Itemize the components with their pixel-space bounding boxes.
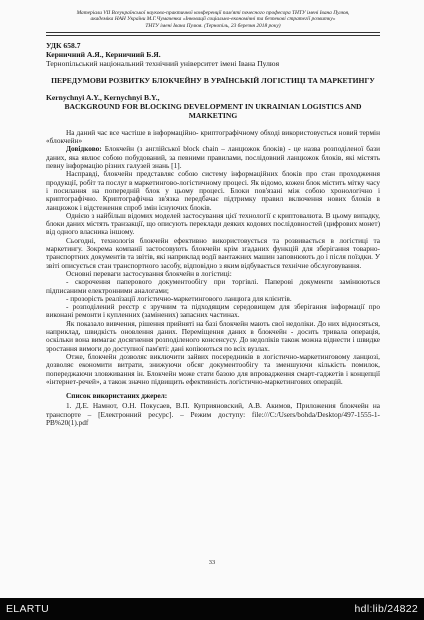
paragraph-9: - розподілений реєстр є зручним та підходящим середовищем для зберігання інформації про виконані ремонти і купленних (замінених) запасних частинах. — [46, 302, 380, 320]
udk-code: УДК 658.7 — [46, 40, 81, 50]
running-header — [46, 10, 380, 29]
header-rule-top — [46, 32, 380, 33]
page-number: 33 — [208, 559, 216, 566]
reference-item-1: 1. Д.Е. Намнот, О.Н. Покусаев, В.П. Куприяновский, А.В. Акимов, Приложения блокчейн на транспорте – [Електронний ресурс]. – Режим доступу: file:///C:/Users/bohda/Desktop/497-1555-1-PB%20(1).pdf — [46, 401, 380, 427]
header-line-1: Матеріали VІІ Всеукраїнської науково-практичної конференції пам'яті почесного професора ТНТУ імені Івана Пулюя, — [76, 10, 350, 16]
authors: Керничний А.Я., Керничний Б.Я. — [46, 49, 161, 59]
article-title: ПЕРЕДУМОВИ РОЗВИТКУ БЛОКЧЕЙНУ В УРАЇНСЬКІЙ ЛОГІСТИЦІ ТА МАРКЕТИНГУ — [51, 75, 375, 85]
references-title: Список використаних джерел: — [66, 391, 168, 401]
paragraph-10: Як показало вивчення, рішення прийняті на базі блокчейн мають свої недоліки. До них відносяться, наприклад, швидкість оновлення даних. Переміщення даних в блокчейн - досить тривала операція, оскільки вона вимагає досягнення розподіленого консенсусу. До недоліків також можна віднести і швидке зростання вимоги до доступної пам'яті: дані копіюються по всіх вузлах. — [46, 318, 380, 353]
paragraph-3: Насправді, блокчейн представляє собою систему інформаційних блоків про стан проходження продукції, робіт та послуг в маркетингово-логістичному процесі. Як відомо, кожен блок містить мітку часу і посилання на попередній блок у цьому процесі. Блоки пов'язані між собою хронологічно і криптографічно. Криптографічна зв'язка передбачає підтримку правил включення нових блоків в ланцюжок і відстеження спроб змін існуючих блоків. — [46, 169, 380, 212]
repository-name: ELARTU — [6, 603, 50, 615]
paragraph-2-text: Блокчейн (з англійської block chain – ланцюжок блоків) - це назва розподіленої бази даних, яка явлює собою побудований, за певними правилами, послідовний ланцюжок блоків, які містять певну інформацію різних галузей знань [1]. — [46, 144, 380, 171]
header-rule-bottom — [46, 35, 380, 36]
paragraph-5: Сьогодні, технологія блокчейн ефективно використовується та розвивається в логістиці та маркетингу. Зокрема компанії застосовують блокчейн крім згаданих функцій для зберігання товарно-транспортних документів та звітів, які наприклад водії вантажних машин заповнюють до і після поїздки. У звіті описується стан транспортного засобу, відповідно з яким відбувається технічне обслуговування. — [46, 235, 380, 270]
paragraph-1: На даний час все частіше в інформаційно- криптографічному обході використовується новий термін «блокчейн» — [46, 127, 380, 146]
header-line-2: академіка НАН України М.Г.Чумаченка «Інновації соціально-економічні та безпекові стратегії розвитку» — [90, 16, 336, 23]
reference-label: Довідково: — [66, 144, 102, 154]
article-title-en: BACKGROUND FOR BLOCKING DEVELOPMENT IN UKRAINIAN LOGISTICS AND MARKETING — [64, 101, 362, 120]
references-section — [46, 392, 380, 427]
affiliation: Тернопільський національний технічний університет імені Івана Пулюя — [46, 58, 280, 68]
paragraph-8: - прозорість реалізації логістично-маркетингового ланцюга для клієнтів. — [66, 293, 292, 303]
paragraph-2 — [46, 145, 380, 170]
article-body — [46, 129, 380, 386]
authors-en: Kernychnyi A.Y., Kernychnyi B.Y., — [46, 92, 160, 102]
paragraph-11: Отже, блокчейн дозволяє виключити зайвих посередників в логістично-маркетинговому ланцюзі, дозволяє економити витрати, знижуючи обсяг документообігу та зменшуючи кількість помилок, попереджаючи зловживання ін. Блокчейн може стати базою для впровадження смарт-гаджетів і концепції «інтернет-речей», а також значно підвищить ефективність логістично-маркетингових операцій. — [46, 351, 380, 386]
footer-bar — [0, 598, 424, 620]
handle-id: hdl:lib/24822 — [354, 603, 418, 615]
paragraph-7: - скорочення паперового документообігу при торгівлі. Паперові документи замінюються підписаними електронними аналогами; — [46, 277, 380, 295]
paragraph-6: Основні переваги застосування блокчейн в логістиці: — [66, 268, 232, 278]
header-line-3: ТНТУ імені Івана Пулюя. (Тернопіль, 23 березня 2018 року) — [145, 22, 281, 29]
paragraph-4: Однією з найбільш відомих моделей застосування цієї технології є криптовалюта. В цьому випадку, блоки даних містять транзакції, що описують переклади деяких кодових послідовностей (цифрових монет) від одного власника іншому. — [46, 210, 381, 237]
